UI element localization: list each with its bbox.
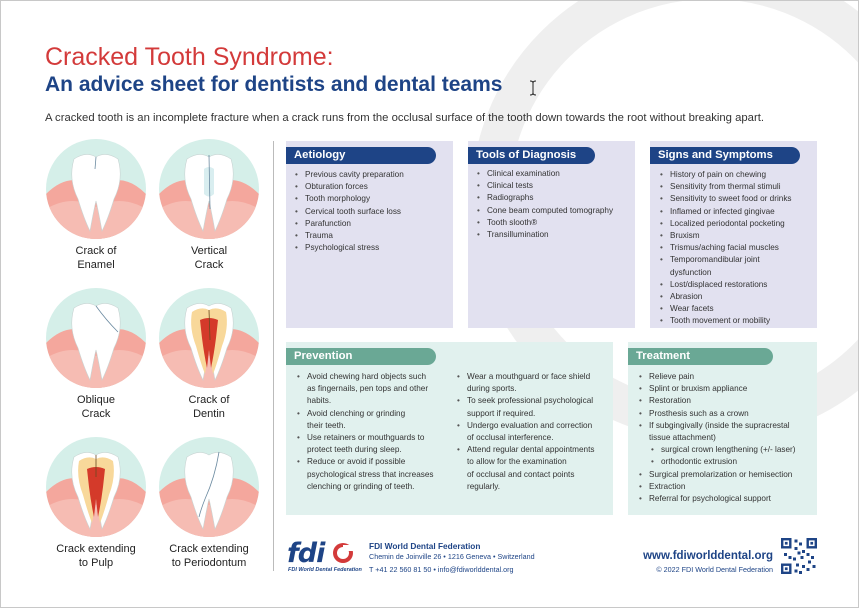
page-subtitle: An advice sheet for dentists and dental teams <box>45 73 503 96</box>
list-item: • Cervical tooth surface loss <box>295 206 404 218</box>
list-item-continuation: psychological stress that increases <box>307 469 434 479</box>
list-item: • Prosthesis such as a crown <box>639 408 795 420</box>
list-item: • Reduce or avoid if possible <box>297 456 434 468</box>
treatment-list <box>639 371 795 505</box>
tooth-periodontum-crack <box>154 437 264 570</box>
signs-list <box>660 169 792 328</box>
list-item-continuation: tissue attachment) <box>649 433 716 443</box>
tooth-pulp-icon <box>46 437 146 537</box>
website-link[interactable]: www.fdiworlddental.org <box>643 550 773 562</box>
diagnosis-card <box>468 141 635 328</box>
list-item: • Restoration <box>639 395 795 407</box>
divider <box>273 141 274 571</box>
intro-text: A cracked tooth is an incomplete fracture when a crack runs from the occlusal surface of the tooth down towards the root without breaking apart. <box>45 112 764 124</box>
list-item: • Sensitivity from thermal stimuli <box>660 181 792 193</box>
fdi-logo-subtitle: FDI World Dental Federation <box>288 567 362 573</box>
list-item: • Clinical tests <box>477 180 613 192</box>
treatment-heading: Treatment <box>628 348 773 365</box>
tooth-vertical-icon <box>159 139 259 239</box>
aetiology-heading: Aetiology <box>286 147 436 164</box>
list-item: • Localized periodontal pocketing <box>660 218 792 230</box>
list-item: • Clinical examination <box>477 168 613 180</box>
list-item-continuation: regularly. <box>467 481 501 491</box>
list-item: • Trauma <box>295 230 404 242</box>
organization-address: Chemin de Joinville 26 • 1216 Geneva • Switzerland <box>369 552 535 561</box>
list-item-continuation: to allow for the examination <box>467 457 567 467</box>
list-item: • Abrasion <box>660 291 792 303</box>
copyright: © 2022 FDI World Dental Federation <box>656 565 773 574</box>
sub-list-item: • surgical crown lengthening (+/- laser) <box>639 444 795 456</box>
list-item: • Extraction <box>639 481 795 493</box>
tooth-label-line2: Crack <box>81 407 111 420</box>
list-item: • Bruxism <box>660 230 792 242</box>
list-item: • Wear a mouthguard or face shield <box>457 371 594 383</box>
list-item: • Inflamed or infected gingivae <box>660 206 792 218</box>
fdi-logo <box>287 538 324 569</box>
fdi-logo-icon <box>332 542 354 564</box>
tooth-vertical-crack <box>154 139 264 272</box>
tooth-label-line1: Crack of <box>188 394 230 406</box>
list-item: • Cone beam computed tomography <box>477 205 613 217</box>
text-cursor-icon <box>529 80 537 96</box>
list-item: • Undergo evaluation and correction <box>457 420 594 432</box>
sub-list-item: • orthodontic extrusion <box>639 456 795 468</box>
list-item-continuation: dysfunction <box>670 267 712 277</box>
tooth-oblique-icon <box>46 288 146 388</box>
tooth-label-line1: Crack of <box>75 245 117 257</box>
aetiology-card <box>286 141 453 328</box>
tooth-dentin-icon <box>159 288 259 388</box>
list-item: • Attend regular dental appointments <box>457 444 594 456</box>
tooth-label-line1: Vertical <box>190 245 228 257</box>
organization-name: FDI World Dental Federation <box>369 541 481 551</box>
tooth-pulp-crack <box>41 437 151 570</box>
list-item-continuation: of occlusal interference. <box>467 433 554 443</box>
list-item: • If subgingivally (inside the supracrestal <box>639 420 795 432</box>
tooth-dentin-crack <box>154 288 264 421</box>
list-item-continuation: of occlusal and contact points <box>467 469 575 479</box>
tooth-enamel-icon <box>46 139 146 239</box>
list-item-continuation: during sports. <box>467 384 517 394</box>
list-item: • Avoid clenching or grinding <box>297 408 434 420</box>
list-item: • Tooth movement or mobility <box>660 315 792 327</box>
tooth-enamel-crack <box>41 139 151 272</box>
list-item-continuation: clenching or grinding of teeth. <box>307 481 415 491</box>
diagnosis-heading: Tools of Diagnosis <box>468 147 595 164</box>
list-item: • Use retainers or mouthguards to <box>297 432 434 444</box>
tooth-oblique-crack <box>41 288 151 421</box>
tooth-label-line1: Crack extending <box>56 543 136 555</box>
list-item-continuation: their teeth. <box>307 420 346 430</box>
list-item: • Wear facets <box>660 303 792 315</box>
list-item: • Lost/displaced restorations <box>660 279 792 291</box>
tooth-label-line1: Crack extending <box>169 543 249 555</box>
list-item: • Previous cavity preparation <box>295 169 404 181</box>
treatment-card <box>628 342 817 515</box>
list-item: • Tooth slooth® <box>477 217 613 229</box>
list-item: • Splint or bruxism appliance <box>639 383 795 395</box>
list-item: • Radiographs <box>477 192 613 204</box>
tooth-label-line2: to Pulp <box>78 556 114 569</box>
prevention-list-left <box>297 371 434 493</box>
list-item-continuation: support if required. <box>467 408 536 418</box>
prevention-heading: Prevention <box>286 348 436 365</box>
page-title: Cracked Tooth Syndrome: <box>45 43 334 71</box>
list-item: • Sensitivity to sweet food or drinks <box>660 193 792 205</box>
fdi-logo-text: fdi <box>287 538 325 569</box>
qr-code-icon[interactable] <box>781 538 817 574</box>
list-item: • Temporomandibular joint <box>660 254 792 266</box>
list-item: • Psychological stress <box>295 242 404 254</box>
signs-card <box>650 141 817 328</box>
tooth-label-line2: Dentin <box>193 407 225 420</box>
list-item-continuation: as fingernails, pen tops and other <box>307 384 429 394</box>
diagnosis-list <box>477 168 613 241</box>
list-item: • Tooth morphology <box>295 193 404 205</box>
tooth-label-line2: to Periodontum <box>171 556 247 569</box>
organization-contact: T +41 22 560 81 50 • info@fdiworlddental.org <box>369 565 514 574</box>
list-item: • Avoid chewing hard objects such <box>297 371 434 383</box>
aetiology-list <box>295 169 404 254</box>
list-item: • Referral for psychological support <box>639 493 795 505</box>
list-item: • Surgical premolarization or hemisection <box>639 469 795 481</box>
list-item: • Relieve pain <box>639 371 795 383</box>
tooth-label-line1: Oblique <box>77 394 115 406</box>
signs-heading: Signs and Symptoms <box>650 147 800 164</box>
list-item: • Obturation forces <box>295 181 404 193</box>
list-item: • Trismus/aching facial muscles <box>660 242 792 254</box>
list-item: • To seek professional psychological <box>457 395 594 407</box>
prevention-list-right <box>457 371 594 493</box>
list-item: • Parafunction <box>295 218 404 230</box>
tooth-periodontum-icon <box>159 437 259 537</box>
list-item-continuation: protect teeth during sleep. <box>307 445 402 455</box>
prevention-card <box>286 342 613 515</box>
list-item-continuation: habits. <box>307 396 332 406</box>
list-item: • History of pain on chewing <box>660 169 792 181</box>
tooth-label-line2: Crack <box>194 258 224 271</box>
tooth-label-line2: Enamel <box>77 258 115 271</box>
list-item: • Transillumination <box>477 229 613 241</box>
